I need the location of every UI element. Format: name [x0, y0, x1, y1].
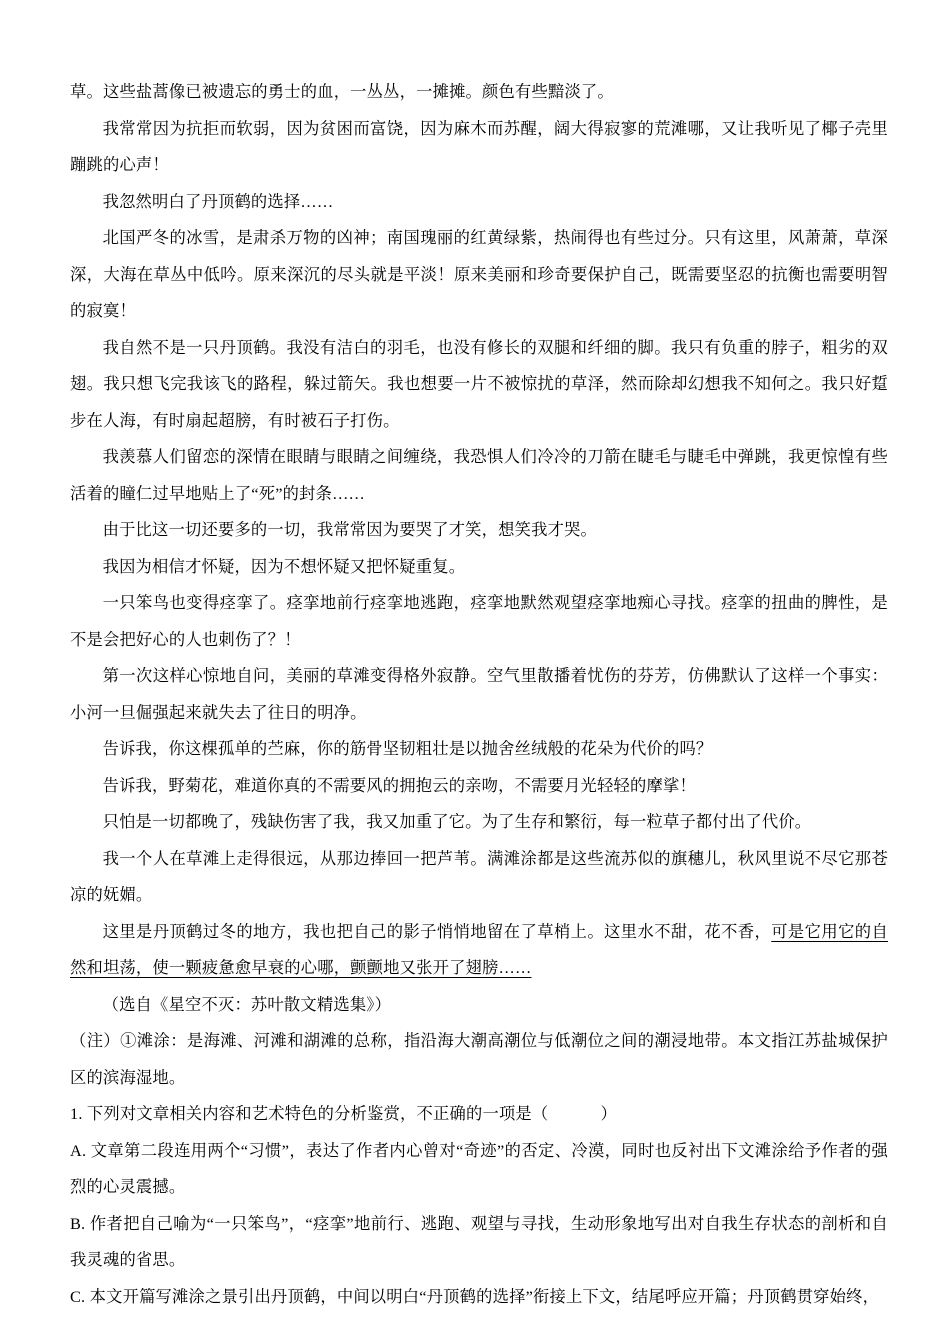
paragraph: 告诉我，你这棵孤单的苎麻，你的筋骨坚韧粗壮是以抛舍丝绒般的花朵为代价的吗？: [102, 739, 713, 758]
paragraph: 我羡慕人们留恋的深情在眼睛与眼睛之间缠绕，我恐惧人们冷冷的刀箭在睫毛与睫毛中弹跳，我更惊惶有些活着的瞳仁过早地贴上了“死”的封条……: [70, 447, 888, 503]
question-stem-text: 下列对文章相关内容和艺术特色的分析鉴赏，不正确的一项是（: [86, 1104, 549, 1123]
option-text: 文章第二段连用两个“习惯”，表达了作者内心曾对“奇迹”的否定、冷漠，同时也反衬出下文滩涂给予作者的强烈的心灵震撼。: [70, 1140, 888, 1196]
option-c[interactable]: [70, 1279, 888, 1316]
source-attribution: （选自《星空不灭：苏叶散文精选集》）: [102, 994, 392, 1014]
footnote: （注）①滩涂：是海滩、河滩和湖滩的总称，指沿海大潮高潮位与低潮位之间的潮浸地带。本文指江苏盐城保护区的滨海湿地。: [70, 1031, 888, 1087]
question-stem: [70, 1096, 888, 1133]
paragraph: 一只笨鸟也变得痉挛了。痉挛地前行痉挛地逃跑，痉挛地默然观望痉挛地痴心寻找。痉挛的扭曲的脾性，是不是会把好心的人也刺伤了？！: [70, 593, 888, 649]
paragraph: 我忽然明白了丹顶鹤的选择……: [102, 191, 334, 211]
option-text: 作者把自己喻为“一只笨鸟”，“痉挛”地前行、逃跑、观望与寻找，生动形象地写出对自我生存状态的剖析和自我灵魂的省思。: [70, 1213, 888, 1269]
paragraph: 我一个人在草滩上走得很远，从那边捧回一把芦苇。满滩涂都是这些流苏似的旗穗儿，秋风里说不尽它那苍凉的妩媚。: [70, 848, 888, 904]
option-label: B.: [70, 1213, 86, 1233]
paragraph: 北国严冬的冰雪，是肃杀万物的凶神；南国瑰丽的红黄绿紫，热闹得也有些过分。只有这里，风萧萧，草深深，大海在草丛中低吟。原来深沉的尽头就是平淡！原来美丽和珍奇要保护自己，既需要坚忍的抗衡也需要明智的寂寞！: [70, 228, 888, 320]
option-label: C.: [70, 1286, 86, 1306]
option-label: A.: [70, 1140, 87, 1160]
paragraph-text-plain: 这里是丹顶鹤过冬的地方，我也把自己的影子悄悄地留在了草梢上。这里水不甜，花不香，: [102, 921, 772, 941]
paragraph: 我常常因为抗拒而软弱，因为贫困而富饶，因为麻木而苏醒，阔大得寂寥的荒滩哪，又让我听见了椰子壳里蹦跳的心声！: [70, 118, 888, 174]
paragraph-text-underlined: 可是它用它的自然和坦荡，使一颗疲惫愈早衰的心哪，颤颤地又张开了翅膀……: [70, 921, 888, 977]
paragraph: 由于比这一切还要多的一切，我常常因为要哭了才笑，想笑我才哭。: [102, 520, 598, 539]
question-number: 1.: [70, 1104, 83, 1123]
paragraph: 告诉我，野菊花，难道你真的不需要风的拥抱云的亲吻，不需要月光轻轻的摩挲！: [102, 775, 696, 795]
paragraph: 草。这些盐蒿像已被遗忘的勇士的血，一丛丛，一摊摊。颜色有些黯淡了。: [70, 82, 614, 101]
paragraph: 只怕是一切都晚了，残缺伤害了我，我又加重了它。为了生存和繁衍，每一粒草子都付出了代价。: [102, 812, 812, 831]
question-stem-tail: ）: [600, 1104, 618, 1123]
paragraph-with-underline: [70, 914, 888, 987]
option-b[interactable]: [70, 1206, 888, 1279]
paragraph: 我自然不是一只丹顶鹤。我没有洁白的羽毛，也没有修长的双腿和纤细的脚。我只有负重的脖子，粗劣的双翅。我只想飞完我该飞的路程，躲过箭矢。我也想要一片不被惊扰的草泽，然而除却幻想我不知何之。我只好踅步在人海，有时扇起超膀，有时被石子打伤。: [70, 337, 888, 430]
option-a[interactable]: [70, 1133, 888, 1206]
option-text: 本文开篇写滩涂之景引出丹顶鹤，中间以明白“丹顶鹤的选择”衔接上下文，结尾呼应开篇；丹顶鹤贯穿始终，: [89, 1286, 880, 1306]
paragraph: 我因为相信才怀疑，因为不想怀疑又把怀疑重复。: [102, 556, 466, 576]
paragraph: 第一次这样心惊地自问，美丽的草滩变得格外寂静。空气里散播着忧伤的芬芳，仿佛默认了这样一个事实：小河一旦倔强起来就失去了往日的明净。: [70, 666, 888, 722]
article-body: [70, 74, 888, 1315]
